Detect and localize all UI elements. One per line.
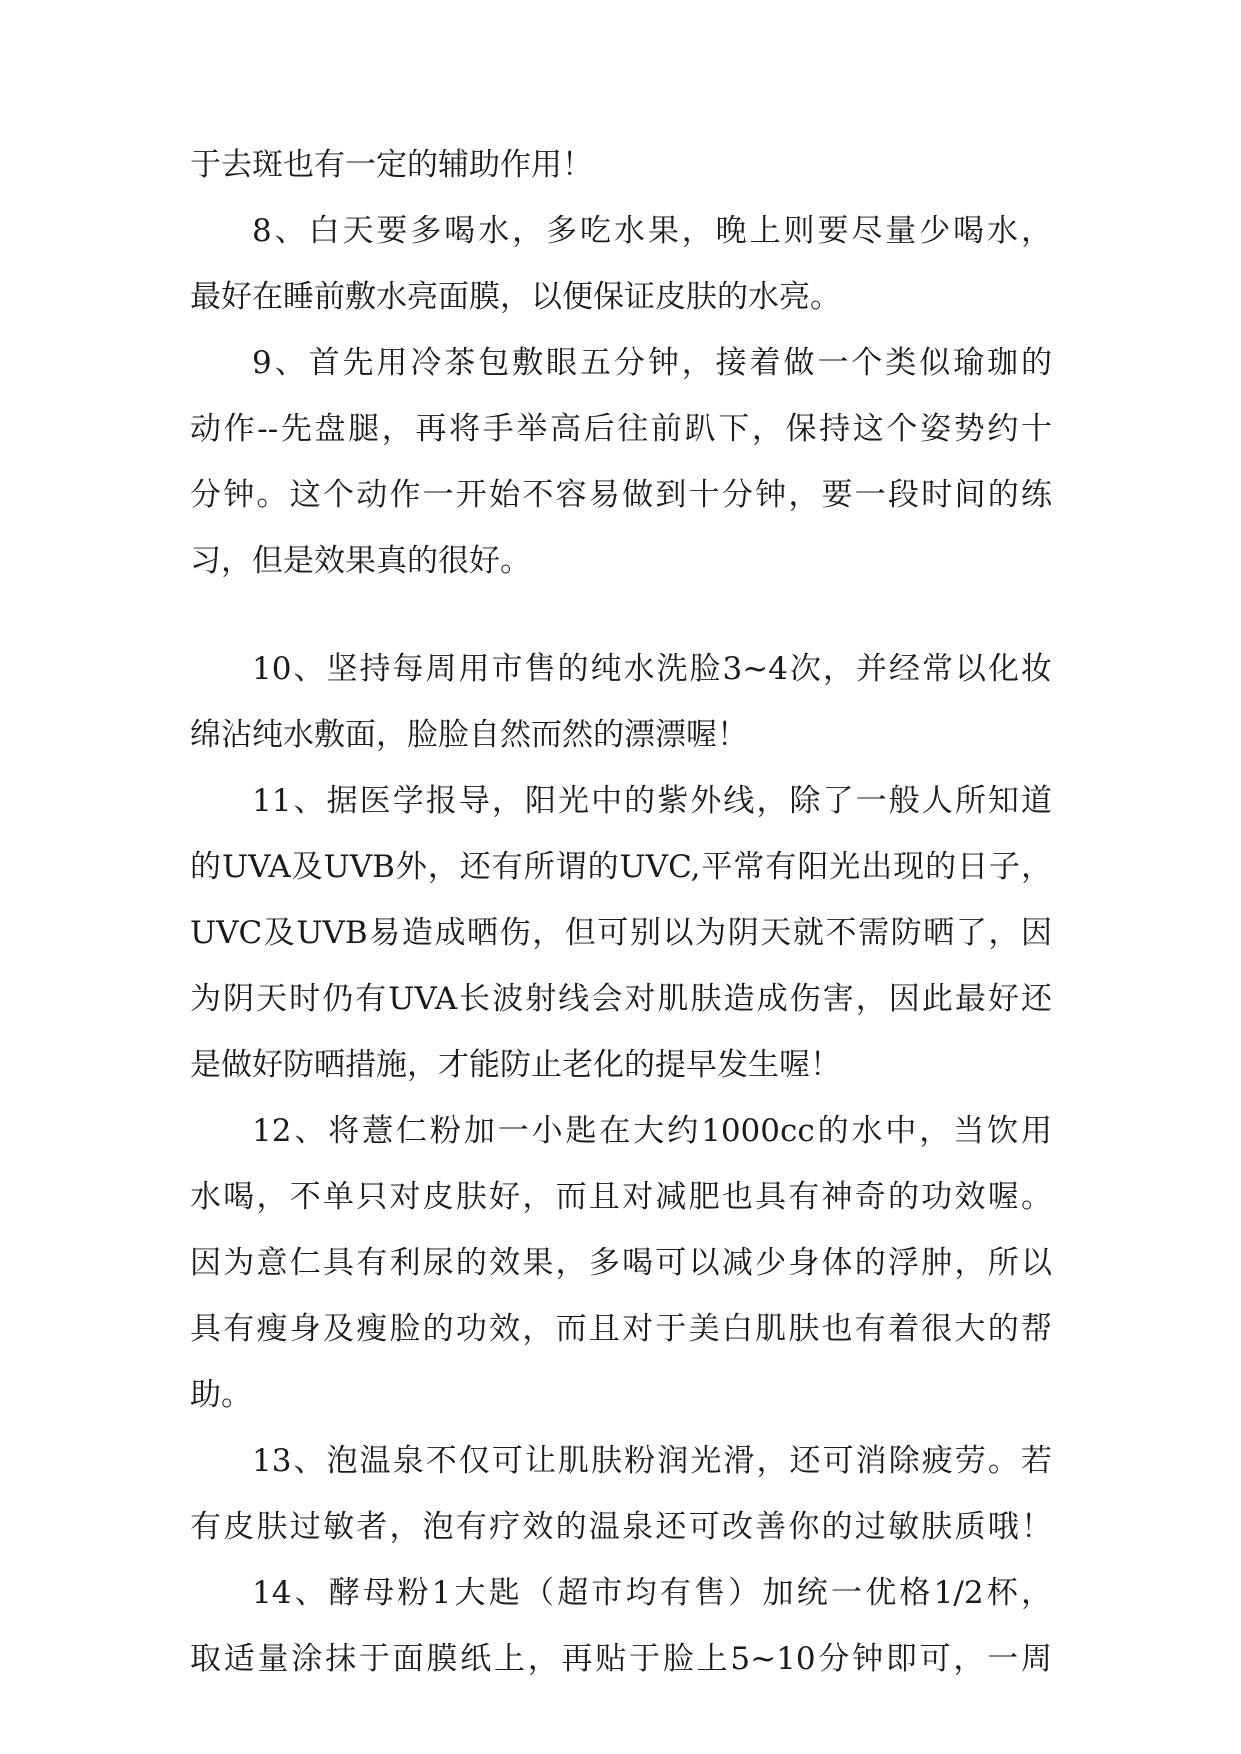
text-line: 因为意仁具有利尿的效果，多喝可以减少身体的浮肿，所以 [190, 1245, 1052, 1281]
text-line: 于去斑也有一定的辅助作用！ [190, 147, 593, 183]
text-line: 11、据医学报导，阳光中的紫外线，除了一般人所知道 [252, 783, 1052, 819]
text-line: 最好在睡前敷水亮面膜，以便保证皮肤的水亮。 [190, 279, 841, 315]
text-line: 分钟。这个动作一开始不容易做到十分钟，要一段时间的练 [190, 477, 1052, 513]
text-line: 有皮肤过敏者，泡有疗效的温泉还可改善你的过敏肤质哦！ [190, 1509, 1052, 1545]
text-line: 为阴天时仍有UVA长波射线会对肌肤造成伤害，因此最好还 [190, 981, 1052, 1017]
text-line: 习，但是效果真的很好。 [190, 543, 531, 579]
text-line: 14、酵母粉1大匙（超市均有售）加统一优格1/2杯， [252, 1575, 1052, 1611]
text-line: 8、白天要多喝水，多吃水果，晚上则要尽量少喝水， [252, 213, 1052, 249]
text-line: 13、泡温泉不仅可让肌肤粉润光滑，还可消除疲劳。若 [252, 1443, 1052, 1479]
text-line: 12、将薏仁粉加一小匙在大约1000cc的水中，当饮用 [252, 1113, 1052, 1149]
text-line: 9、首先用冷茶包敷眼五分钟，接着做一个类似瑜珈的 [252, 345, 1052, 381]
text-line: 取适量涂抹于面膜纸上，再贴于脸上5~10分钟即可，一周 [190, 1641, 1052, 1677]
text-line: 绵沾纯水敷面，脸脸自然而然的漂漂喔！ [190, 717, 748, 753]
text-line: 的UVA及UVB外，还有所谓的UVC,平常有阳光出现的日子， [190, 849, 1052, 885]
text-line: 是做好防晒措施，才能防止老化的提早发生喔！ [190, 1047, 841, 1083]
text-line: UVC及UVB易造成晒伤，但可别以为阴天就不需防晒了，因 [190, 915, 1052, 951]
text-line: 助。 [190, 1377, 252, 1413]
text-line: 动作--先盘腿，再将手举高后往前趴下，保持这个姿势约十 [190, 411, 1052, 447]
text-line: 10、坚持每周用市售的纯水洗脸3~4次，并经常以化妆 [252, 651, 1052, 687]
document-body [190, 0, 1052, 1754]
text-line: 水喝，不单只对皮肤好，而且对减肥也具有神奇的功效喔。 [190, 1179, 1052, 1215]
text-line: 具有瘦身及瘦脸的功效，而且对于美白肌肤也有着很大的帮 [190, 1311, 1052, 1347]
